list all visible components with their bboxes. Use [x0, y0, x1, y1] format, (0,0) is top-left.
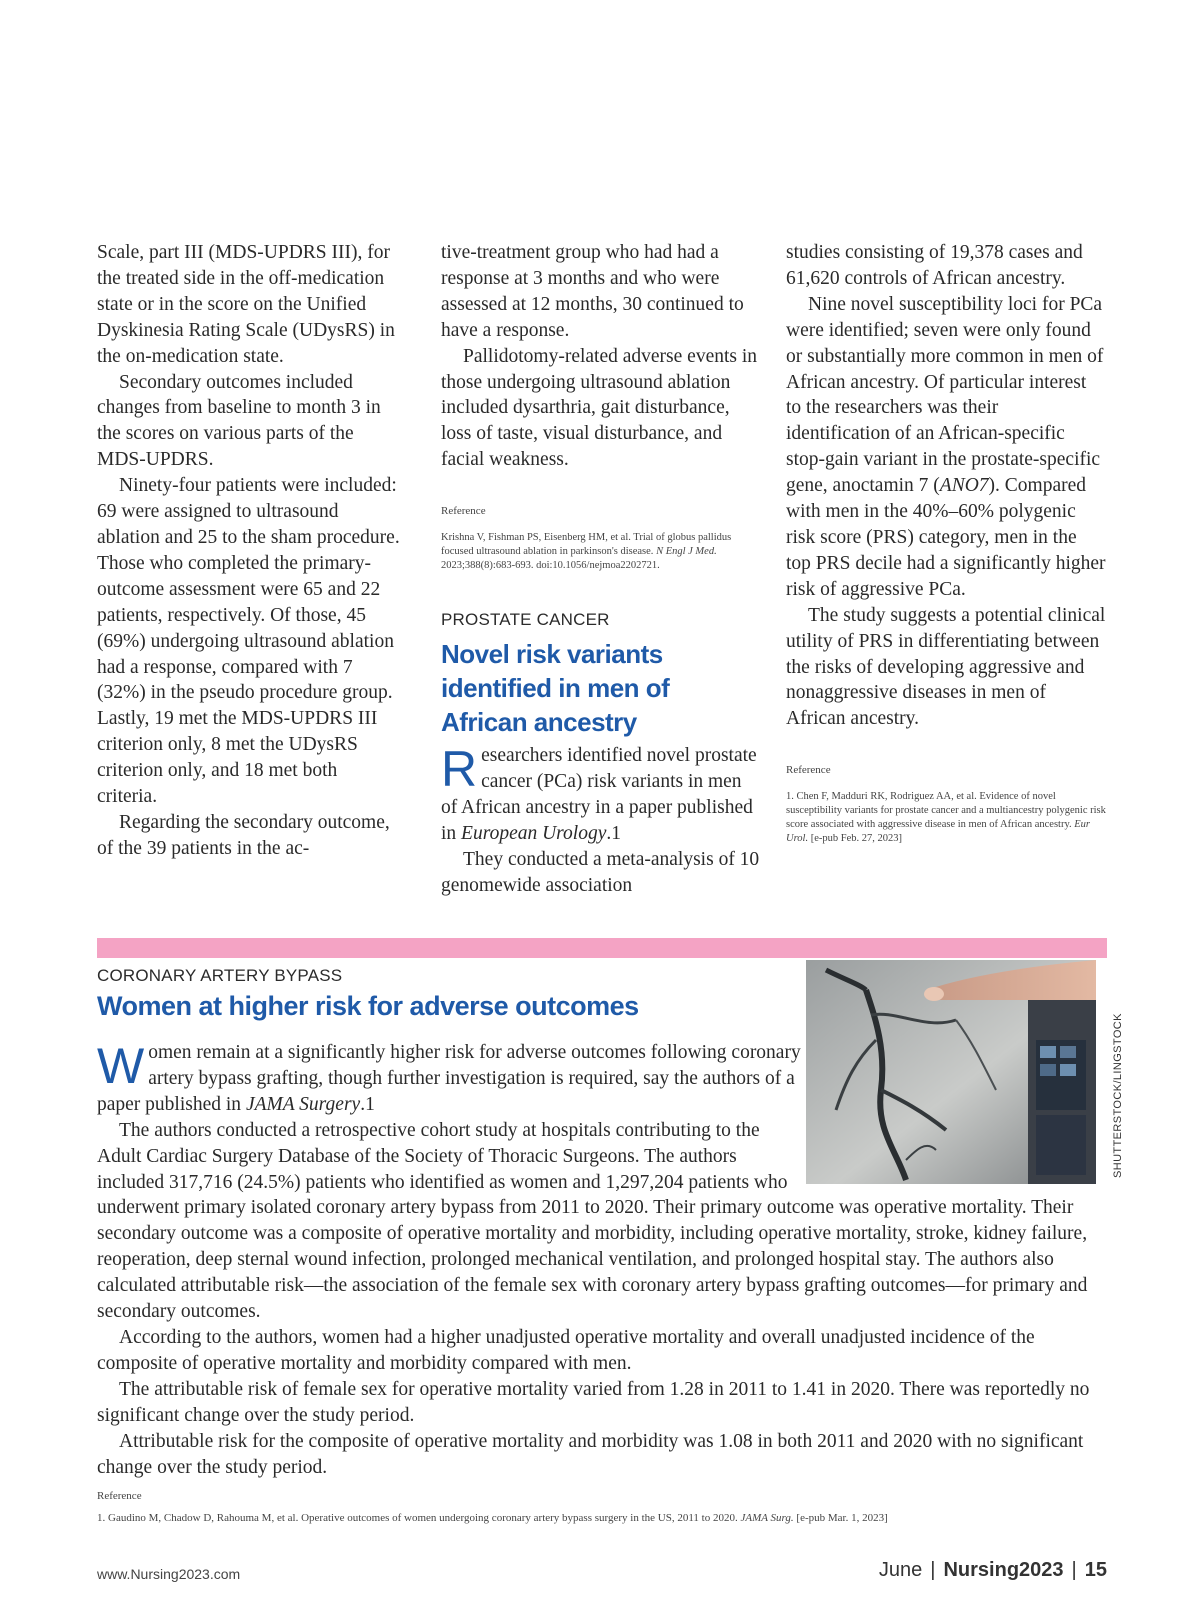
paragraph: Regarding the secondary outcome, of the 39 patients in the ac-	[97, 811, 390, 859]
reference-label: Reference	[441, 505, 486, 518]
reference-text: Krishna V, Fishman PS, Eisenberg HM, et al. Trial of globus pallidus focused ultrasound ablation in parkinson's disease. N Engl J Med. 2023;388(8):683-693. doi:10.1056/nejmoa2202721.	[441, 532, 732, 572]
article-column-3	[786, 240, 1106, 846]
footer-url: www.Nursing2023.com	[97, 1566, 241, 1582]
drop-cap: R	[441, 740, 478, 797]
paragraph: The study suggests a potential clinical utility of PRS in differentiating between the risks of developing aggressive and nonaggressive diseases in men of African ancestry.	[786, 604, 1106, 730]
article-column-2	[441, 240, 761, 898]
reference-text: 1. Chen F, Madduri RK, Rodriguez AA, et al. Evidence of novel susceptibility variants for prostate cancer and a multiancestry polygenic risk score associated with aggressive disease in men of African ancestry. Eur Urol. [e-pub Feb. 27, 2023]	[786, 791, 1106, 845]
paragraph: studies consisting of 19,378 cases and 61,620 controls of African ancestry.	[786, 242, 1083, 289]
image-wrap-space	[801, 1040, 1107, 1186]
paragraph: Scale, part III (MDS-UPDRS III), for the treated side in the off-medication state or in the score on the Unified Dyskinesia Rating Scale (UDysRS) in the on-medication state.	[97, 242, 395, 367]
paragraph: The authors conducted a retrospective cohort study at hospitals contributing to the Adult Cardiac Surgery Database of the Society of Thoracic Surgeons. The authors included 317,716 (24.5%) patients who identified as women and 1,297,204 patients who underwent primary isolated coronary artery bypass from 2011 to 2020. Their primary outcome was operative mortality. Their secondary outcome was a composite of operative mortality and morbidity, including operative mortality, stroke, kidney failure, reoperation, deep sternal wound infection, prolonged mechanical ventilation, and prolonged hospital stay. The authors also calculated attributable risk—the association of the female sex with coronary artery bypass grafting outcomes—for primary and secondary outcomes.	[97, 1119, 1088, 1323]
lead-paragraph: Women remain at a significantly higher risk for adverse outcomes following coronary artery bypass grafting, though further investigation is required, say the authors of a paper published in JAMA Surgery.1	[97, 1038, 801, 1115]
paragraph: tive-treatment group who had had a response at 3 months and who were assessed at 12 months, 30 continued to have a response.	[441, 242, 744, 341]
paragraph: According to the authors, women had a higher unadjusted operative mortality and overall unadjusted incidence of the composite of operative mortality and morbidity compared with men.	[97, 1326, 1035, 1374]
article-headline: Novel risk variants identified in men of African ancestry	[441, 638, 670, 737]
paragraph: Ninety-four patients were included: 69 were assigned to ultrasound ablation and 25 to the sham procedure. Those who completed the primary-outcome assessment were 65 and 22 patients, respectively. Of those, 45 (69%) undergoing ultrasound ablation had a response, compared with 7 (32%) in the pseudo procedure group. Lastly, 19 met the MDS-UPDRS III criterion only, 8 met the UDysRS criterion only, and 18 met both criteria.	[97, 475, 400, 808]
article-body	[97, 1040, 1107, 1480]
page-number: 15	[1084, 1559, 1107, 1581]
lead-paragraph: Researchers identified novel prostate cancer (PCa) risk variants in men of African ancestry in a paper published in European Urology.1	[441, 740, 757, 844]
paragraph: Attributable risk for the composite of operative mortality and morbidity was 1.08 in both 2011 and 2020 with no significant change over the study period.	[97, 1430, 1084, 1478]
issue-month: June	[878, 1559, 923, 1581]
article-column-1	[97, 240, 402, 862]
paragraph: They conducted a meta-analysis of 10 genomewide association	[441, 848, 760, 896]
folio: June | Nursing2023 | 15	[878, 1559, 1107, 1581]
reference-label: Reference	[786, 764, 831, 777]
section-kicker: PROSTATE CANCER	[441, 610, 610, 630]
reference-text: 1. Gaudino M, Chadow D, Rahouma M, et al. Operative outcomes of women undergoing coronary artery bypass surgery in the US, 2011 to 2020. JAMA Surg. [e-pub Mar. 1, 2023]	[97, 1512, 888, 1524]
paragraph: The attributable risk of female sex for operative mortality varied from 1.28 in 2011 to 1.41 in 2020. There was reportedly no significant change over the study period.	[97, 1378, 1090, 1426]
section-divider-bar	[97, 938, 1107, 958]
paragraph: Secondary outcomes included changes from baseline to month 3 in the scores on various parts of the MDS-UPDRS.	[97, 371, 381, 471]
reference-label: Reference	[97, 1490, 142, 1502]
magazine-name: Nursing2023	[943, 1559, 1064, 1581]
paragraph: Pallidotomy-related adverse events in those undergoing ultrasound ablation included dysarthria, gait disturbance, loss of taste, visual disturbance, and facial weakness.	[441, 345, 758, 471]
paragraph: Nine novel susceptibility loci for PCa were identified; seven were only found or substantially more common in men of African ancestry. Of particular interest to the researchers was their identification of an African-specific stop-gain variant in the prostate-specific gene, anoctamin 7 (ANO7). Compared with men in the 40%–60% polygenic risk score (PRS) category, men in the top PRS decile had a significantly higher risk of aggressive PCa.	[786, 293, 1106, 600]
article-headline: Women at higher risk for adverse outcomes	[97, 991, 639, 1021]
section-kicker: CORONARY ARTERY BYPASS	[97, 966, 343, 985]
photo-credit: SHUTTERSTOCK/LINGSTOCK	[1112, 1013, 1124, 1178]
drop-cap: W	[97, 1038, 145, 1094]
